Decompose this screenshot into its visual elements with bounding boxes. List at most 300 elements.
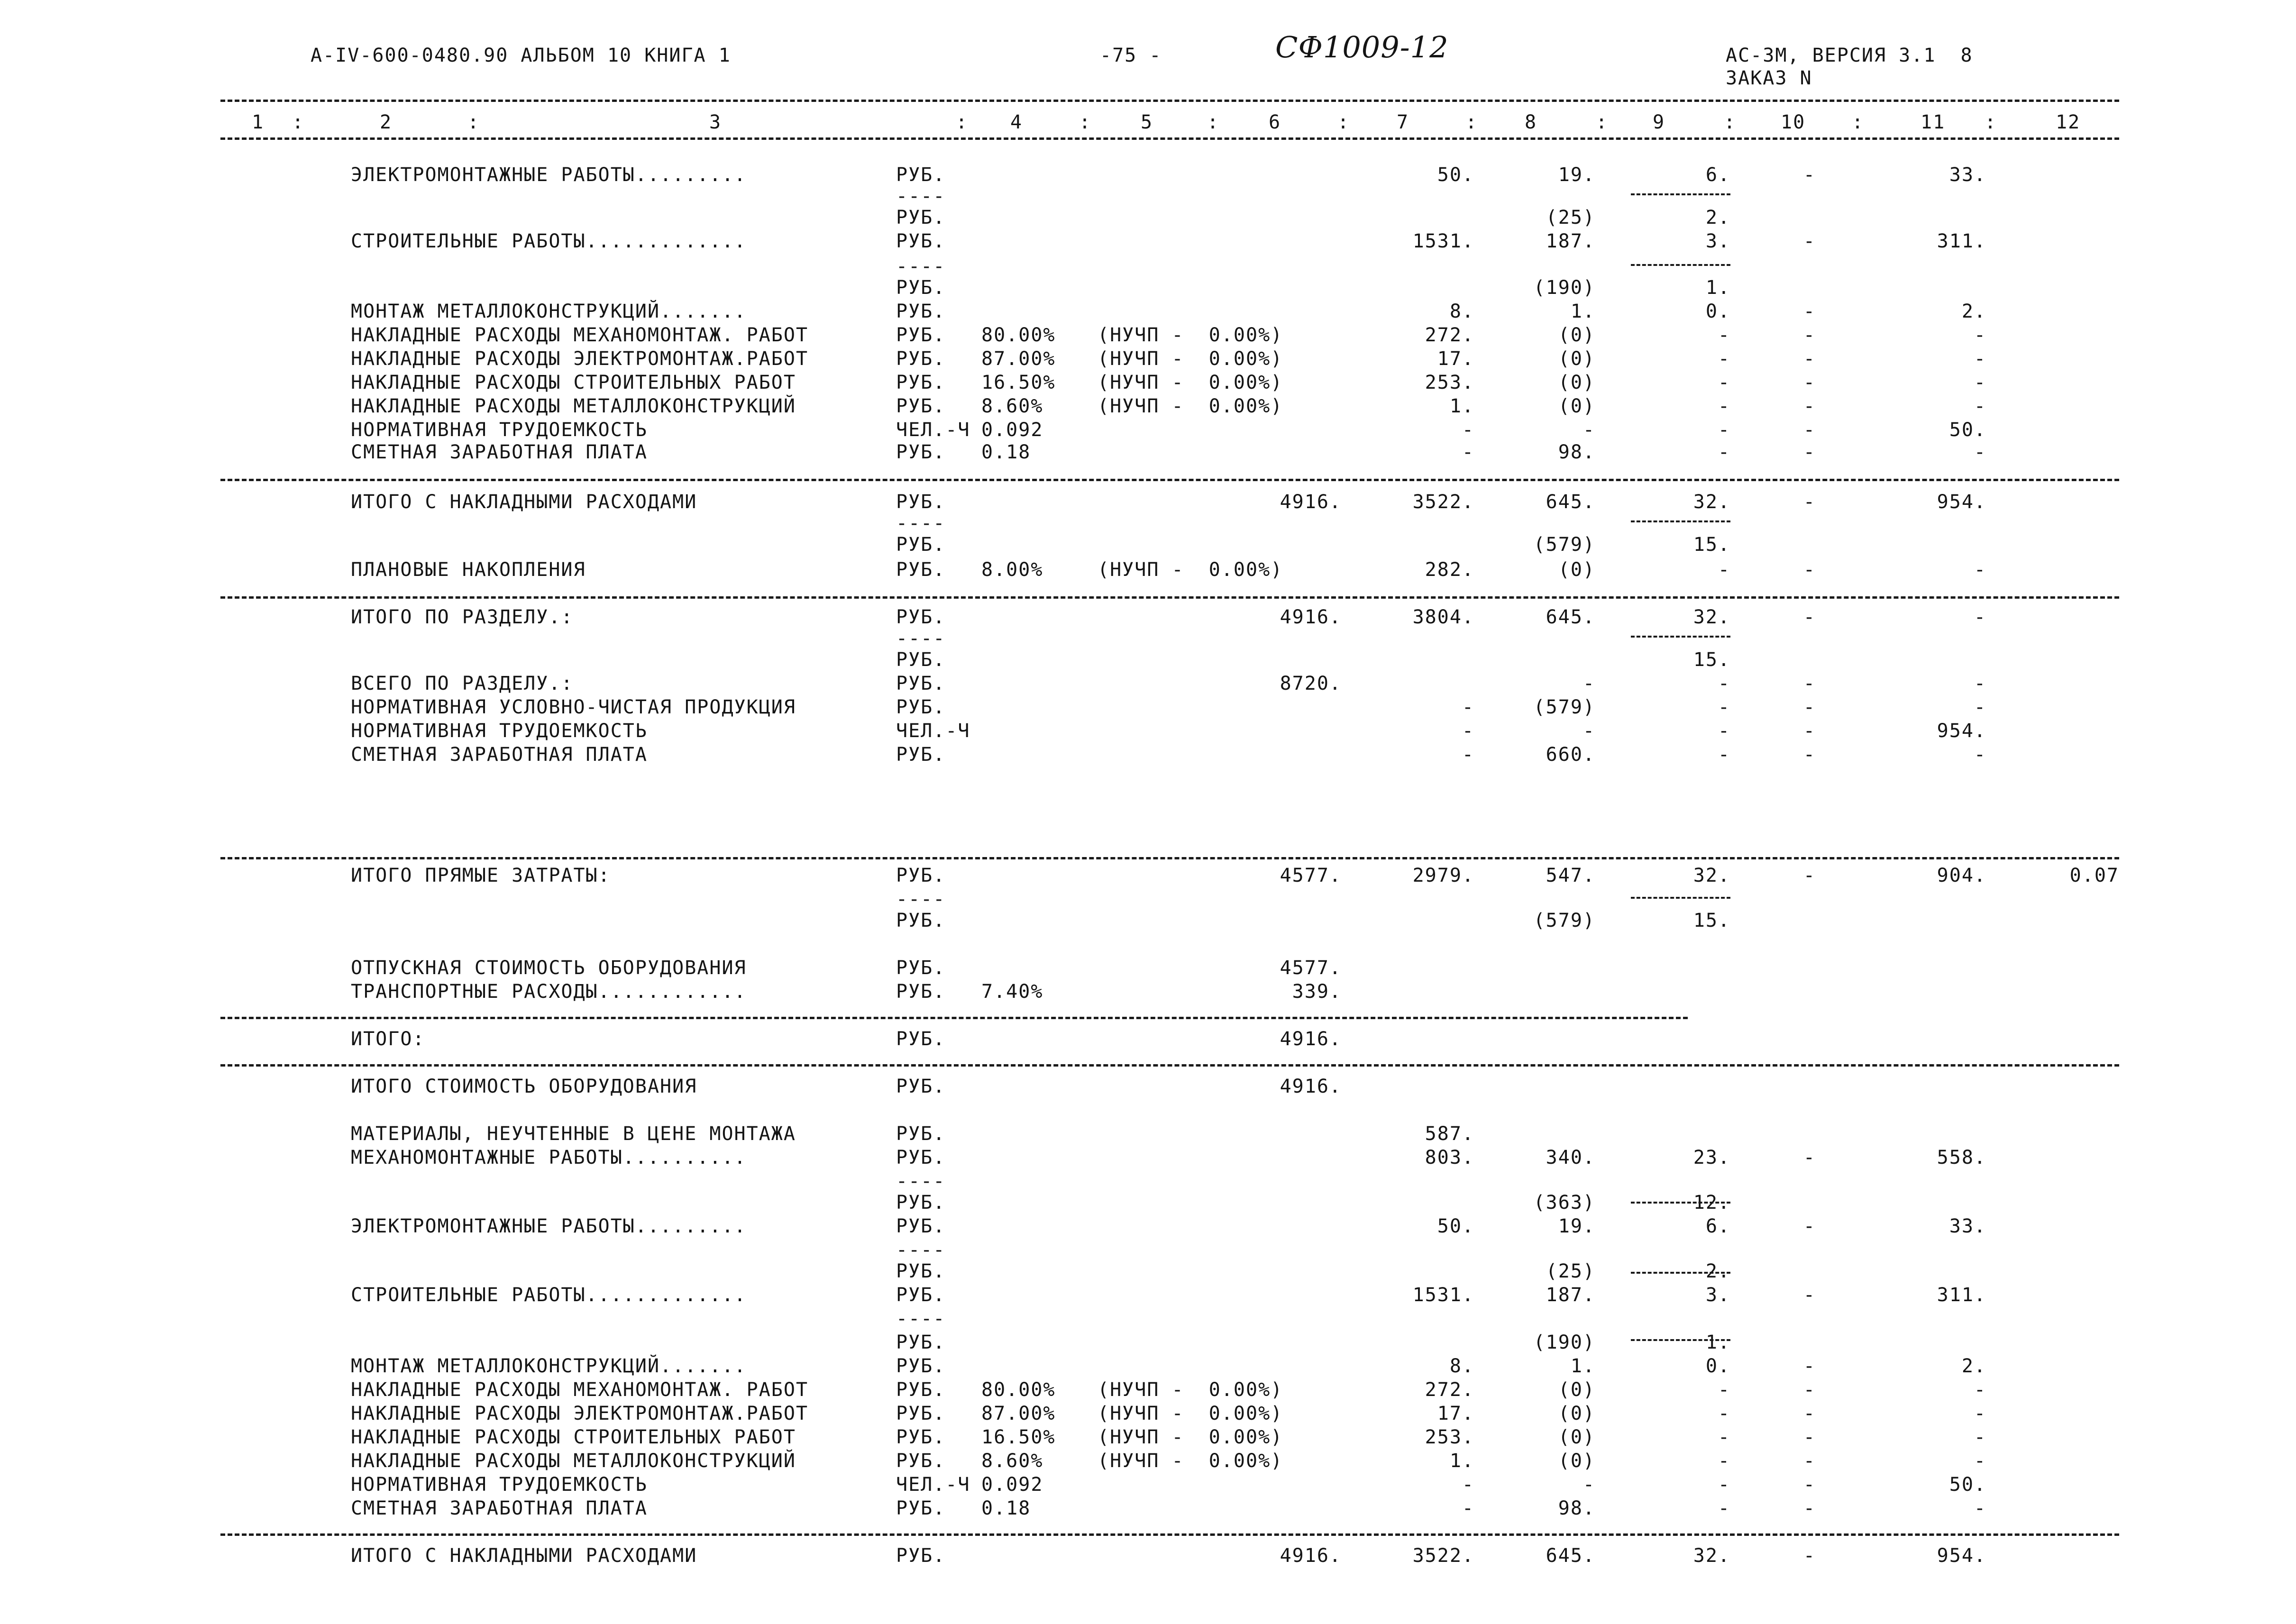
cell-r12-c9: - <box>1974 441 1986 463</box>
cell-r9-c3: (НУЧП - 0.00%) <box>1098 372 1283 393</box>
cell-r43-c3: (НУЧП - 0.00%) <box>1098 1403 1283 1424</box>
cell-r48-c7: 32. <box>1693 1545 1730 1567</box>
cell-r2-c6: (25) <box>1546 207 1595 228</box>
cell-r22-c1: ЧЕЛ.-Ч <box>896 720 970 742</box>
cell-r3-c6: 187. <box>1546 230 1595 252</box>
cell-r32-c1: РУБ. <box>896 1147 946 1168</box>
cell-r6-c5: 8. <box>1449 301 1474 322</box>
cell-r31-c1: РУБ. <box>896 1123 946 1145</box>
cell-r23-c9: - <box>1974 744 1986 766</box>
cell-r9-c9: - <box>1974 372 1986 393</box>
cell-r11-c7: - <box>1718 419 1730 441</box>
column-number-7: 7 <box>1397 111 1409 133</box>
cell-r28-c0: ТРАНСПОРТНЫЕ РАСХОДЫ............ <box>351 981 747 1003</box>
cell-r42-c1: РУБ. <box>896 1379 946 1401</box>
cell-r8-c1: РУБ. <box>896 348 946 370</box>
cell-r7-c0: НАКЛАДНЫЕ РАСХОДЫ МЕХАНОМОНТАЖ. РАБОТ <box>351 324 809 346</box>
cell-r12-c5: - <box>1462 441 1474 463</box>
cell-r48-c5: 3522. <box>1412 1545 1474 1567</box>
cell-r19-c7: 15. <box>1693 649 1730 671</box>
cell-r43-c2: 87.00% <box>981 1403 1056 1424</box>
cell-r28-c2: 7.40% <box>981 981 1043 1003</box>
cell-r16-c5: 282. <box>1425 559 1474 581</box>
cell-r46-c9: 50. <box>1949 1474 1986 1496</box>
cell-r8-c3: (НУЧП - 0.00%) <box>1098 348 1283 370</box>
cell-r43-c1: РУБ. <box>896 1403 946 1424</box>
cell-r3-c1: РУБ. <box>896 230 946 252</box>
cell-r27-c4: 4577. <box>1280 957 1342 979</box>
cell-r44-c1: РУБ. <box>896 1426 946 1448</box>
cell-r42-c9: - <box>1974 1379 1986 1401</box>
cell-r24-c8: - <box>1803 865 1816 886</box>
cell-r41-c7: 0. <box>1705 1355 1730 1377</box>
cell-r9-c6: (0) <box>1558 372 1595 393</box>
cell-r48-c4: 4916. <box>1280 1545 1342 1567</box>
column-number-2: 2 <box>380 111 393 133</box>
cell-r23-c8: - <box>1803 744 1816 766</box>
software-version: АС-3М, ВЕРСИЯ 3.1 8 <box>1726 45 1973 66</box>
cell-r10-c9: - <box>1974 395 1986 417</box>
cell-r17-c9: - <box>1974 606 1986 628</box>
cell-r44-c5: 253. <box>1425 1426 1474 1448</box>
cell-r7-c2: 80.00% <box>981 324 1056 346</box>
cell-r22-c5: - <box>1462 720 1474 742</box>
cell-r12-c1: РУБ. <box>896 441 946 463</box>
cell-r24-c5: 2979. <box>1412 865 1474 886</box>
cell-r12-c7: - <box>1718 441 1730 463</box>
cell-r22-c8: - <box>1803 720 1816 742</box>
cell-r21-c0: НОРМАТИВНАЯ УСЛОВНО-ЧИСТАЯ ПРОДУКЦИЯ <box>351 696 796 718</box>
cell-r35-c6: 19. <box>1558 1215 1595 1237</box>
cell-r10-c5: 1. <box>1449 395 1474 417</box>
cell-r47-c7: - <box>1718 1497 1730 1519</box>
cell-r21-c6: (579) <box>1533 696 1595 718</box>
cell-r16-c9: - <box>1974 559 1986 581</box>
cell-r32-c8: - <box>1803 1147 1816 1168</box>
cell-r0-c1: РУБ. <box>896 164 946 186</box>
cell-r3-c9: 311. <box>1937 230 1986 252</box>
cell-r47-c0: СМЕТНАЯ ЗАРАБОТНАЯ ПЛАТА <box>351 1497 648 1519</box>
column-number-12: 12 <box>2056 111 2081 133</box>
cell-r22-c9: 954. <box>1937 720 1986 742</box>
cell-r42-c7: - <box>1718 1379 1730 1401</box>
column-subtotal-rule <box>1631 264 1730 266</box>
cell-r34-c1: РУБ. <box>896 1192 946 1213</box>
cell-r26-c6: (579) <box>1533 910 1595 931</box>
cell-r28-c4: 339. <box>1292 981 1342 1003</box>
cell-r46-c8: - <box>1803 1474 1816 1496</box>
cell-r13-c4: 4916. <box>1280 491 1342 513</box>
cell-r17-c7: 32. <box>1693 606 1730 628</box>
cell-r9-c1: РУБ. <box>896 372 946 393</box>
cell-r17-c4: 4916. <box>1280 606 1342 628</box>
cell-r5-c1: РУБ. <box>896 277 946 299</box>
column-subtotal-rule <box>1631 897 1730 899</box>
cell-r20-c7: - <box>1718 673 1730 694</box>
cell-r44-c2: 16.50% <box>981 1426 1056 1448</box>
dashed-rule <box>220 137 2119 140</box>
cell-r21-c9: - <box>1974 696 1986 718</box>
cell-r39-c1: ---- <box>896 1308 946 1330</box>
cell-r13-c9: 954. <box>1937 491 1986 513</box>
cell-r19-c1: РУБ. <box>896 649 946 671</box>
cell-r32-c6: 340. <box>1546 1147 1595 1168</box>
cell-r42-c0: НАКЛАДНЫЕ РАСХОДЫ МЕХАНОМОНТАЖ. РАБОТ <box>351 1379 809 1401</box>
cell-r37-c7: 2. <box>1705 1260 1730 1282</box>
column-number-9: 9 <box>1653 111 1665 133</box>
cell-r45-c3: (НУЧП - 0.00%) <box>1098 1450 1283 1472</box>
cell-r35-c1: РУБ. <box>896 1215 946 1237</box>
cell-r20-c1: РУБ. <box>896 673 946 694</box>
cell-r10-c0: НАКЛАДНЫЕ РАСХОДЫ МЕТАЛЛОКОНСТРУКЦИЙ <box>351 395 796 417</box>
cell-r10-c1: РУБ. <box>896 395 946 417</box>
cell-r20-c6: - <box>1583 673 1595 694</box>
column-separator: : <box>292 111 305 133</box>
cell-r35-c7: 6. <box>1705 1215 1730 1237</box>
cell-r46-c7: - <box>1718 1474 1730 1496</box>
cell-r13-c8: - <box>1803 491 1816 513</box>
column-separator: : <box>1724 111 1737 133</box>
cell-r16-c0: ПЛАНОВЫЕ НАКОПЛЕНИЯ <box>351 559 586 581</box>
cell-r45-c0: НАКЛАДНЫЕ РАСХОДЫ МЕТАЛЛОКОНСТРУКЦИЙ <box>351 1450 796 1472</box>
order-number: ЗАКАЗ N <box>1726 67 1812 89</box>
cell-r34-c6: (363) <box>1533 1192 1595 1213</box>
cell-r43-c5: 17. <box>1437 1403 1474 1424</box>
cell-r48-c6: 645. <box>1546 1545 1595 1567</box>
cell-r1-c1: ---- <box>896 185 946 207</box>
dashed-rule <box>220 1064 2119 1067</box>
cell-r45-c5: 1. <box>1449 1450 1474 1472</box>
column-subtotal-rule <box>1631 520 1730 522</box>
cell-r23-c6: 660. <box>1546 744 1595 766</box>
cell-r45-c2: 8.60% <box>981 1450 1043 1472</box>
cell-r29-c4: 4916. <box>1280 1028 1342 1050</box>
cell-r38-c0: СТРОИТЕЛЬНЫЕ РАБОТЫ............. <box>351 1284 747 1306</box>
dashed-rule <box>220 596 2119 599</box>
cell-r23-c0: СМЕТНАЯ ЗАРАБОТНАЯ ПЛАТА <box>351 744 648 766</box>
cell-r47-c1: РУБ. <box>896 1497 946 1519</box>
cell-r20-c8: - <box>1803 673 1816 694</box>
cell-r43-c0: НАКЛАДНЫЕ РАСХОДЫ ЭЛЕКТРОМОНТАЖ.РАБОТ <box>351 1403 809 1424</box>
dashed-rule <box>220 100 2119 102</box>
cell-r32-c0: МЕХАНОМОНТАЖНЫЕ РАБОТЫ.......... <box>351 1147 747 1168</box>
column-separator: : <box>1465 111 1478 133</box>
cell-r0-c8: - <box>1803 164 1816 186</box>
cell-r16-c8: - <box>1803 559 1816 581</box>
cell-r31-c0: МАТЕРИАЛЫ, НЕУЧТЕННЫЕ В ЦЕНЕ МОНТАЖА <box>351 1123 796 1145</box>
cell-r32-c7: 23. <box>1693 1147 1730 1168</box>
cell-r7-c7: - <box>1718 324 1730 346</box>
cell-r18-c1: ---- <box>896 628 946 649</box>
cell-r9-c0: НАКЛАДНЫЕ РАСХОДЫ СТРОИТЕЛЬНЫХ РАБОТ <box>351 372 796 393</box>
cell-r10-c8: - <box>1803 395 1816 417</box>
cell-r45-c6: (0) <box>1558 1450 1595 1472</box>
cell-r11-c0: НОРМАТИВНАЯ ТРУДОЕМКОСТЬ <box>351 419 648 441</box>
column-subtotal-rule <box>1631 1202 1730 1204</box>
cell-r11-c9: 50. <box>1949 419 1986 441</box>
cell-r20-c9: - <box>1974 673 1986 694</box>
cell-r44-c0: НАКЛАДНЫЕ РАСХОДЫ СТРОИТЕЛЬНЫХ РАБОТ <box>351 1426 796 1448</box>
cell-r3-c0: СТРОИТЕЛЬНЫЕ РАБОТЫ............. <box>351 230 747 252</box>
cell-r0-c5: 50. <box>1437 164 1474 186</box>
cell-r6-c0: МОНТАЖ МЕТАЛЛОКОНСТРУКЦИЙ....... <box>351 301 747 322</box>
cell-r27-c0: ОТПУСКНАЯ СТОИМОСТЬ ОБОРУДОВАНИЯ <box>351 957 747 979</box>
cell-r16-c3: (НУЧП - 0.00%) <box>1098 559 1283 581</box>
column-number-4: 4 <box>1010 111 1023 133</box>
cell-r7-c3: (НУЧП - 0.00%) <box>1098 324 1283 346</box>
cell-r46-c6: - <box>1583 1474 1595 1496</box>
column-subtotal-rule <box>1631 1339 1730 1341</box>
cell-r23-c5: - <box>1462 744 1474 766</box>
cell-r21-c1: РУБ. <box>896 696 946 718</box>
cell-r41-c9: 2. <box>1961 1355 1986 1377</box>
cell-r48-c0: ИТОГО С НАКЛАДНЫМИ РАСХОДАМИ <box>351 1545 697 1567</box>
cell-r9-c8: - <box>1803 372 1816 393</box>
cell-r43-c7: - <box>1718 1403 1730 1424</box>
column-number-10: 10 <box>1781 111 1806 133</box>
cell-r6-c7: 0. <box>1705 301 1730 322</box>
column-number-5: 5 <box>1141 111 1153 133</box>
cell-r13-c1: РУБ. <box>896 491 946 513</box>
cell-r6-c8: - <box>1803 301 1816 322</box>
column-number-1: 1 <box>252 111 265 133</box>
handwritten-document-code: СФ1009-12 <box>1275 30 1449 64</box>
cell-r42-c5: 272. <box>1425 1379 1474 1401</box>
cell-r6-c9: 2. <box>1961 301 1986 322</box>
cell-r26-c7: 15. <box>1693 910 1730 931</box>
cell-r47-c9: - <box>1974 1497 1986 1519</box>
cell-r44-c3: (НУЧП - 0.00%) <box>1098 1426 1283 1448</box>
cell-r30-c0: ИТОГО СТОИМОСТЬ ОБОРУДОВАНИЯ <box>351 1076 697 1097</box>
cell-r46-c2: 0.092 <box>981 1474 1043 1496</box>
cell-r35-c5: 50. <box>1437 1215 1474 1237</box>
column-number-11: 11 <box>1921 111 1946 133</box>
cell-r42-c2: 80.00% <box>981 1379 1056 1401</box>
cell-r5-c6: (190) <box>1533 277 1595 299</box>
cell-r24-c7: 32. <box>1693 865 1730 886</box>
cell-r7-c6: (0) <box>1558 324 1595 346</box>
cell-r9-c7: - <box>1718 372 1730 393</box>
cell-r3-c7: 3. <box>1705 230 1730 252</box>
cell-r7-c5: 272. <box>1425 324 1474 346</box>
cell-r16-c1: РУБ. <box>896 559 946 581</box>
cell-r24-c0: ИТОГО ПРЯМЫЕ ЗАТРАТЫ: <box>351 865 611 886</box>
cell-r24-c9: 904. <box>1937 865 1986 886</box>
cell-r15-c7: 15. <box>1693 534 1730 556</box>
cell-r16-c7: - <box>1718 559 1730 581</box>
cell-r17-c5: 3804. <box>1412 606 1474 628</box>
column-number-8: 8 <box>1525 111 1537 133</box>
cell-r0-c9: 33. <box>1949 164 1986 186</box>
cell-r14-c1: ---- <box>896 512 946 534</box>
cell-r17-c8: - <box>1803 606 1816 628</box>
cell-r21-c7: - <box>1718 696 1730 718</box>
cell-r24-c1: РУБ. <box>896 865 946 886</box>
column-subtotal-rule <box>1631 1272 1730 1274</box>
cell-r10-c7: - <box>1718 395 1730 417</box>
cell-r12-c0: СМЕТНАЯ ЗАРАБОТНАЯ ПЛАТА <box>351 441 648 463</box>
album-reference: А-IV-600-0480.90 АЛЬБОМ 10 КНИГА 1 <box>311 45 731 66</box>
cell-r25-c1: ---- <box>896 888 946 910</box>
cell-r3-c5: 1531. <box>1412 230 1474 252</box>
cell-r17-c0: ИТОГО ПО РАЗДЕЛУ.: <box>351 606 574 628</box>
cell-r16-c6: (0) <box>1558 559 1595 581</box>
cell-r48-c8: - <box>1803 1545 1816 1567</box>
column-separator: : <box>467 111 480 133</box>
cell-r11-c2: 0.092 <box>981 419 1043 441</box>
cell-r23-c1: РУБ. <box>896 744 946 766</box>
cell-r7-c1: РУБ. <box>896 324 946 346</box>
cell-r42-c3: (НУЧП - 0.00%) <box>1098 1379 1283 1401</box>
cell-r11-c6: - <box>1583 419 1595 441</box>
cell-r8-c7: - <box>1718 348 1730 370</box>
column-separator: : <box>1079 111 1092 133</box>
cell-r41-c5: 8. <box>1449 1355 1474 1377</box>
cell-r0-c0: ЭЛЕКТРОМОНТАЖНЫЕ РАБОТЫ......... <box>351 164 747 186</box>
cell-r24-c10: 0.07 <box>2069 865 2119 886</box>
cell-r30-c4: 4916. <box>1280 1076 1342 1097</box>
cell-r45-c8: - <box>1803 1450 1816 1472</box>
cell-r8-c8: - <box>1803 348 1816 370</box>
cell-r33-c1: ---- <box>896 1170 946 1192</box>
cell-r11-c1: ЧЕЛ.-Ч <box>896 419 970 441</box>
cell-r4-c1: ---- <box>896 255 946 277</box>
cell-r0-c6: 19. <box>1558 164 1595 186</box>
cell-r8-c6: (0) <box>1558 348 1595 370</box>
cell-r42-c6: (0) <box>1558 1379 1595 1401</box>
cell-r38-c8: - <box>1803 1284 1816 1306</box>
cell-r29-c1: РУБ. <box>896 1028 946 1050</box>
cell-r15-c6: (579) <box>1533 534 1595 556</box>
cell-r17-c6: 645. <box>1546 606 1595 628</box>
cell-r10-c3: (НУЧП - 0.00%) <box>1098 395 1283 417</box>
cell-r11-c8: - <box>1803 419 1816 441</box>
cell-r35-c8: - <box>1803 1215 1816 1237</box>
cell-r45-c1: РУБ. <box>896 1450 946 1472</box>
cell-r12-c8: - <box>1803 441 1816 463</box>
cell-r0-c7: 6. <box>1705 164 1730 186</box>
cell-r31-c5: 587. <box>1425 1123 1474 1145</box>
column-subtotal-rule <box>1631 636 1730 638</box>
cell-r38-c1: РУБ. <box>896 1284 946 1306</box>
cell-r48-c9: 954. <box>1937 1545 1986 1567</box>
cell-r44-c8: - <box>1803 1426 1816 1448</box>
cell-r32-c9: 558. <box>1937 1147 1986 1168</box>
cell-r28-c1: РУБ. <box>896 981 946 1003</box>
cell-r35-c0: ЭЛЕКТРОМОНТАЖНЫЕ РАБОТЫ......... <box>351 1215 747 1237</box>
cell-r8-c2: 87.00% <box>981 348 1056 370</box>
column-separator: : <box>1596 111 1609 133</box>
cell-r13-c7: 32. <box>1693 491 1730 513</box>
cell-r6-c6: 1. <box>1570 301 1595 322</box>
cell-r8-c0: НАКЛАДНЫЕ РАСХОДЫ ЭЛЕКТРОМОНТАЖ.РАБОТ <box>351 348 809 370</box>
cell-r44-c7: - <box>1718 1426 1730 1448</box>
cell-r44-c9: - <box>1974 1426 1986 1448</box>
cell-r26-c1: РУБ. <box>896 910 946 931</box>
cell-r5-c7: 1. <box>1705 277 1730 299</box>
cell-r21-c5: - <box>1462 696 1474 718</box>
column-separator: : <box>1852 111 1865 133</box>
cell-r43-c9: - <box>1974 1403 1986 1424</box>
column-separator: : <box>1337 111 1350 133</box>
cell-r29-c0: ИТОГО: <box>351 1028 425 1050</box>
cell-r41-c6: 1. <box>1570 1355 1595 1377</box>
cell-r47-c8: - <box>1803 1497 1816 1519</box>
cell-r12-c2: 0.18 <box>981 441 1031 463</box>
cell-r13-c6: 645. <box>1546 491 1595 513</box>
column-number-6: 6 <box>1269 111 1281 133</box>
cell-r37-c6: (25) <box>1546 1260 1595 1282</box>
cell-r40-c1: РУБ. <box>896 1332 946 1353</box>
cell-r10-c2: 8.60% <box>981 395 1043 417</box>
cell-r7-c9: - <box>1974 324 1986 346</box>
cell-r32-c5: 803. <box>1425 1147 1474 1168</box>
cell-r30-c1: РУБ. <box>896 1076 946 1097</box>
dashed-rule <box>220 1533 2119 1536</box>
cell-r48-c1: РУБ. <box>896 1545 946 1567</box>
cell-r13-c5: 3522. <box>1412 491 1474 513</box>
column-separator: : <box>956 111 969 133</box>
dashed-rule <box>220 857 2119 859</box>
cell-r42-c8: - <box>1803 1379 1816 1401</box>
cell-r3-c8: - <box>1803 230 1816 252</box>
cell-r46-c5: - <box>1462 1474 1474 1496</box>
dashed-rule <box>220 479 2119 481</box>
column-subtotal-rule <box>1631 193 1730 195</box>
cell-r12-c6: 98. <box>1558 441 1595 463</box>
cell-r23-c7: - <box>1718 744 1730 766</box>
cell-r17-c1: РУБ. <box>896 606 946 628</box>
cell-r38-c5: 1531. <box>1412 1284 1474 1306</box>
cell-r46-c0: НОРМАТИВНАЯ ТРУДОЕМКОСТЬ <box>351 1474 648 1496</box>
cell-r36-c1: ---- <box>896 1239 946 1261</box>
cell-r44-c6: (0) <box>1558 1426 1595 1448</box>
cell-r22-c6: - <box>1583 720 1595 742</box>
cell-r2-c1: РУБ. <box>896 207 946 228</box>
cell-r21-c8: - <box>1803 696 1816 718</box>
cell-r41-c0: МОНТАЖ МЕТАЛЛОКОНСТРУКЦИЙ....... <box>351 1355 747 1377</box>
cell-r38-c7: 3. <box>1705 1284 1730 1306</box>
cell-r34-c7: 12. <box>1693 1192 1730 1213</box>
cell-r22-c7: - <box>1718 720 1730 742</box>
cell-r43-c8: - <box>1803 1403 1816 1424</box>
cell-r35-c9: 33. <box>1949 1215 1986 1237</box>
cell-r46-c1: ЧЕЛ.-Ч <box>896 1474 970 1496</box>
cell-r24-c6: 547. <box>1546 865 1595 886</box>
cell-r15-c1: РУБ. <box>896 534 946 556</box>
cell-r37-c1: РУБ. <box>896 1260 946 1282</box>
cell-r8-c5: 17. <box>1437 348 1474 370</box>
cell-r20-c4: 8720. <box>1280 673 1342 694</box>
cell-r45-c9: - <box>1974 1450 1986 1472</box>
cell-r9-c2: 16.50% <box>981 372 1056 393</box>
cell-r41-c1: РУБ. <box>896 1355 946 1377</box>
cell-r9-c5: 253. <box>1425 372 1474 393</box>
cell-r8-c9: - <box>1974 348 1986 370</box>
cell-r47-c5: - <box>1462 1497 1474 1519</box>
cell-r41-c8: - <box>1803 1355 1816 1377</box>
cell-r13-c0: ИТОГО С НАКЛАДНЫМИ РАСХОДАМИ <box>351 491 697 513</box>
cell-r38-c6: 187. <box>1546 1284 1595 1306</box>
cell-r10-c6: (0) <box>1558 395 1595 417</box>
column-number-3: 3 <box>709 111 722 133</box>
cell-r47-c6: 98. <box>1558 1497 1595 1519</box>
dashed-rule <box>220 1017 1688 1019</box>
column-separator: : <box>1985 111 1997 133</box>
cell-r47-c2: 0.18 <box>981 1497 1031 1519</box>
cell-r6-c1: РУБ. <box>896 301 946 322</box>
cell-r45-c7: - <box>1718 1450 1730 1472</box>
